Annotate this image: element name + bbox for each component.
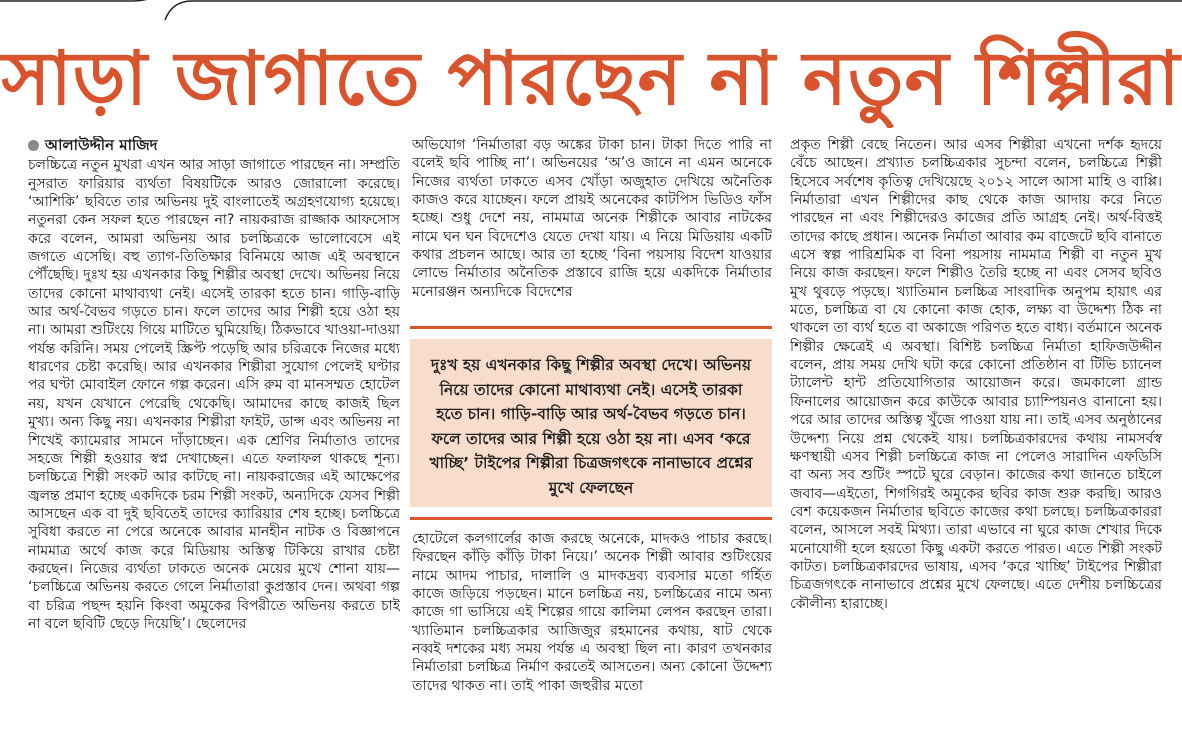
top-frame-rule [0, 0, 1182, 20]
article-column-4 [790, 136, 1162, 744]
bullet-icon [28, 140, 39, 151]
headline: সাড়া জাগাতে পারছেন না নতুন শিল্পীরা [1, 36, 1181, 122]
column-1-text: চলচ্চিত্রে নতুন মুখরা এখন আর সাড়া জাগাতে পারছেন না। সম্প্রতি নুসরাত ফারিয়ার ব্যর্থতা বিষয়টিকে আরও জোরালো করেছে। ‘আশিকি’ ছবিতে তার অভিনয় দুই বাংলাতেই অগ্রহণযোগ্য হয়েছে। নতুনরা কেন সফল হতে পারছেন না? নায়করাজ রাজ্জাক আফসোস করে বলেন, আমরা অভিনয় আর চলচ্চিত্রকে ভালোবেসে এই জগতে এসেছি। বহু ত্যাগ-তিতিক্ষার বিনিময়ে আজ এই অবস্থানে পৌঁছেছি। দুঃখ হয় এখনকার কিছু শিল্পীর অবস্থা দেখে। অভিনয় নিয়ে তাদের কোনো মাথাব্যথা নেই। এসেই তারকা হতে চান। গাড়ি-বাড়ি আর অর্থ-বৈভব গড়তে চান। ফলে তাদের আর শিল্পী হয়ে ওঠা হয় না। আমরা শুটিংয়ে গিয়ে মাটিতে ঘুমিয়েছি। ঠিকভাবে খাওয়া-দাওয়া পর্যন্ত করিনি। সময় পেলেই স্ক্রিপ্ট পড়েছি আর চরিত্রকে নিজের মধ্যে ধারণের চেষ্টা করেছি। আর এখনকার শিল্পীরা সুযোগ পেলেই ঘণ্টার পর ঘণ্টা মোবাইল ফোনে গল্প করেন। এসি রুম বা মানসম্মত হোটেল নয়, যখন যেখানে পেরেছি থেকেছি। আমাদের কাছে কাজই ছিল মুখ্য। অন্য কিছু নয়। এখনকার শিল্পীরা ফাইট, ডান্স এবং অভিনয় না শিখেই ক্যামেরার সামনে দাঁড়াচ্ছেন। এক শ্রেণির নির্মাতাও তাদের সহজে শিল্পী হওয়ার স্বপ্ন দেখাচ্ছেন। এতে ফলাফল থাকছে শূন্য। চলচ্চিত্রে শিল্পী সংকট আর কাটছে না। নায়করাজের এই আক্ষেপের জ্বলন্ত প্রমাণ হচ্ছে একদিকে চরম শিল্পী সংকট, অন্যদিকে যেসব শিল্পী আসছেন এক বা দুই ছবিতেই তাদের ক্যারিয়ার শেষ হচ্ছে। চলচ্চিত্রে সুবিধা করতে না পেরে অনেকে আবার মানহীন নাটক ও বিজ্ঞাপনে নামমাত্র অর্থে কাজ করে মিডিয়ায় অস্তিত্ব টিকিয়ে রাখার চেষ্টা করছেন। নিজের ব্যর্থতা ঢাকতে অনেক মেয়ের মুখে শোনা যায়— ‘চলচ্চিত্রে অভিনয় করতে গেলে নির্মাতারা কুপ্রস্তাব দেন। অথবা গল্প বা চরিত্র পছন্দ হয়নি কিংবা অমুকের বিপরীতে অভিনয় করতে চাই না বলে ছবিটি ছেড়ে দিয়েছি’। ছেলেদের [28, 157, 400, 632]
article-column-1 [28, 136, 400, 744]
column-3-text: হোটেলে কলগার্লের কাজ করছে অনেকে, মাদকও পাচার করছে। ফিরছেন কাঁড়ি কাঁড়ি টাকা নিয়ে।’ অনেক শিল্পী আবার শুটিংয়ের নামে আদম পাচার, দালালি ও মাদকদ্রব্য ব্যবসার মতো গর্হিত কাজে জড়িয়ে পড়ছেন। মানে চলচ্চিত্র নয়, চলচ্চিত্রের নামে অন্য কাজে গা ভাসিয়ে এই শিল্পের গায়ে কালিমা লেপন করছেন তারা। খ্যাতিমান চলচ্চিত্রকার আজিজুর রহমানের কথায়, ষাট থেকে নব্বই দশকের মধ্য সময় পর্যন্ত এ অবস্থা ছিল না। কারণ তখনকার নির্মাতারা চলচ্চিত্র নির্মাণ করতেই আসতেন। অন্য কোনো উদ্দেশ্য তাদের থাকত না। তাই পাকা জহুরীর মতো [412, 531, 772, 694]
pullquote-text: দুঃখ হয় এখনকার কিছু শিল্পীর অবস্থা দেখে। অভিনয় নিয়ে তাদের কোনো মাথাব্যথা নেই। এসেই তারকা হতে চান। গাড়ি-বাড়ি আর অর্থ-বৈভব গড়তে চান। ফলে তাদের আর শিল্পী হয়ে ওঠা হয় না। এসব ‘করে খাচ্ছি’ টাইপের শিল্পীরা চিত্রজগৎকে নানাভাবে প্রশ্নের মুখে ফেলছেন [410, 339, 772, 507]
article-column-2 [412, 136, 772, 326]
article-column-3 [412, 530, 772, 744]
byline [28, 136, 400, 154]
pullquote-box [410, 326, 772, 520]
column-4-text: প্রকৃত শিল্পী বেছে নিতেন। আর এসব শিল্পীরা এখনো দর্শক হৃদয়ে বেঁচে আছেন। প্রখ্যাত চলচ্চিত্রকার সুচন্দা বলেন, চলচ্চিত্রে শিল্পী হিসেবে সর্বশেষ কৃতিত্ব দেখিয়েছে ২০১২ সালে আসা মাহি ও বাপ্পি। নির্মাতারা এখন শিল্পীদের কাছ থেকে কাজ আদায় করে নিতে পারছেন না এবং শিল্পীদেরও কাজের প্রতি আগ্রহ নেই। অর্থ-বিত্তই তাদের কাছে প্রধান। অনেক নির্মাতা আবার কম বাজেটে ছবি বানাতে এসে স্বল্প পারিশ্রমিক বা বিনা পয়সায় নামমাত্র শিল্পী বা নতুন মুখ নিয়ে কাজ করছেন। ফলে শিল্পীও তৈরি হচ্ছে না এবং সেসব ছবিও মুখ থুবড়ে পড়ছে। খ্যাতিমান চলচ্চিত্র সাংবাদিক অনুপম হায়াৎ এর মতে, চলচ্চিত্র বা যে কোনো কাজ হোক, লক্ষ্য বা উদ্দেশ্য ঠিক না থাকলে তা ব্যর্থ হতে বা অকাজে পরিণত হতে বাধ্য। বর্তমানে অনেক শিল্পীর ক্ষেত্রেই এ অবস্থা। বিশিষ্ট চলচ্চিত্র নির্মাতা হাফিজউদ্দীন বলেন, প্রায় সময় দেখি ঘটা করে কোনো প্রতিষ্ঠান বা টিভি চ্যানেল ট্যালেন্ট হান্ট প্রতিযোগিতার আয়োজন করে। জমকালো গ্রান্ড ফিনালের আয়োজন করে কাউকে আবার চ্যাম্পিয়নও বানানো হয়। পরে আর তাদের অস্তিত্ব খুঁজে পাওয়া যায় না। তাই এসব অনুষ্ঠানের উদ্দেশ্য নিয়ে প্রশ্ন থেকেই যায়। চলচ্চিত্রকারদের কথায় নামসর্বস্ব ক্ষণস্থায়ী এসব শিল্পী চলচ্চিত্রে কাজ না পেলেও সারাদিন এফডিসি বা অন্য সব শুটিং স্পটে ঘুরে বেড়ান। কাজের কথা জানতে চাইলে জবাব—এইতো, শিগগিরই অমুকের ছবির কাজ শুরু করছি। আরও বেশ কয়েকজন নির্মাতার ছবিতে কাজের কথা চলছে। চলচ্চিত্রকাররা বলেন, আসলে সবই মিথ্যা। তারা এভাবে না ঘুরে কাজ শেখার দিকে মনোযোগী হলে হয়তো কিছু একটা করতে পারত। এতে শিল্পী সংকট কাটত। চলচ্চিত্রকারদের ভাষায়, এসব ‘করে খাচ্ছি’ টাইপের শিল্পীরা চিত্রজগৎকে নানাভাবে প্রশ্নের মুখে ফেলছে। এতে দেশীয় চলচ্চিত্রের কৌলীন্য হারাচ্ছে। [790, 137, 1162, 612]
column-2-text: অভিযোগ ‘নির্মাতারা বড় অঙ্কের টাকা চান। টাকা দিতে পারি না বলেই ছবি পাচ্ছি না’। অভিনয়ের ‘অ’ও জানে না এমন অনেকে নিজের ব্যর্থতা ঢাকতে এসব খোঁড়া অজুহাত দেখিয়ে অনৈতিক কাজও করে যাচ্ছেন। ফলে প্রায়ই অনেকের কাটপিস ভিডিও ফাঁস হচ্ছে। শুধু দেশে নয়, নামমাত্র অনেক শিল্পীকে আবার নাটকের নামে ঘন ঘন বিদেশেও যেতে দেখা যায়। এ নিয়ে মিডিয়ায় একটি কথার প্রচলন আছে। আর তা হচ্ছে ‘বিনা পয়সায় বিদেশ যাওয়ার লোভে নির্মাতার অনৈতিক প্রস্তাবে রাজি হয়ে একদিকে নির্মাতার মনোরঞ্জন অন্যদিকে বিদেশের [412, 137, 772, 300]
author-name: আলাউদ্দীন মাজিদ [45, 136, 158, 154]
